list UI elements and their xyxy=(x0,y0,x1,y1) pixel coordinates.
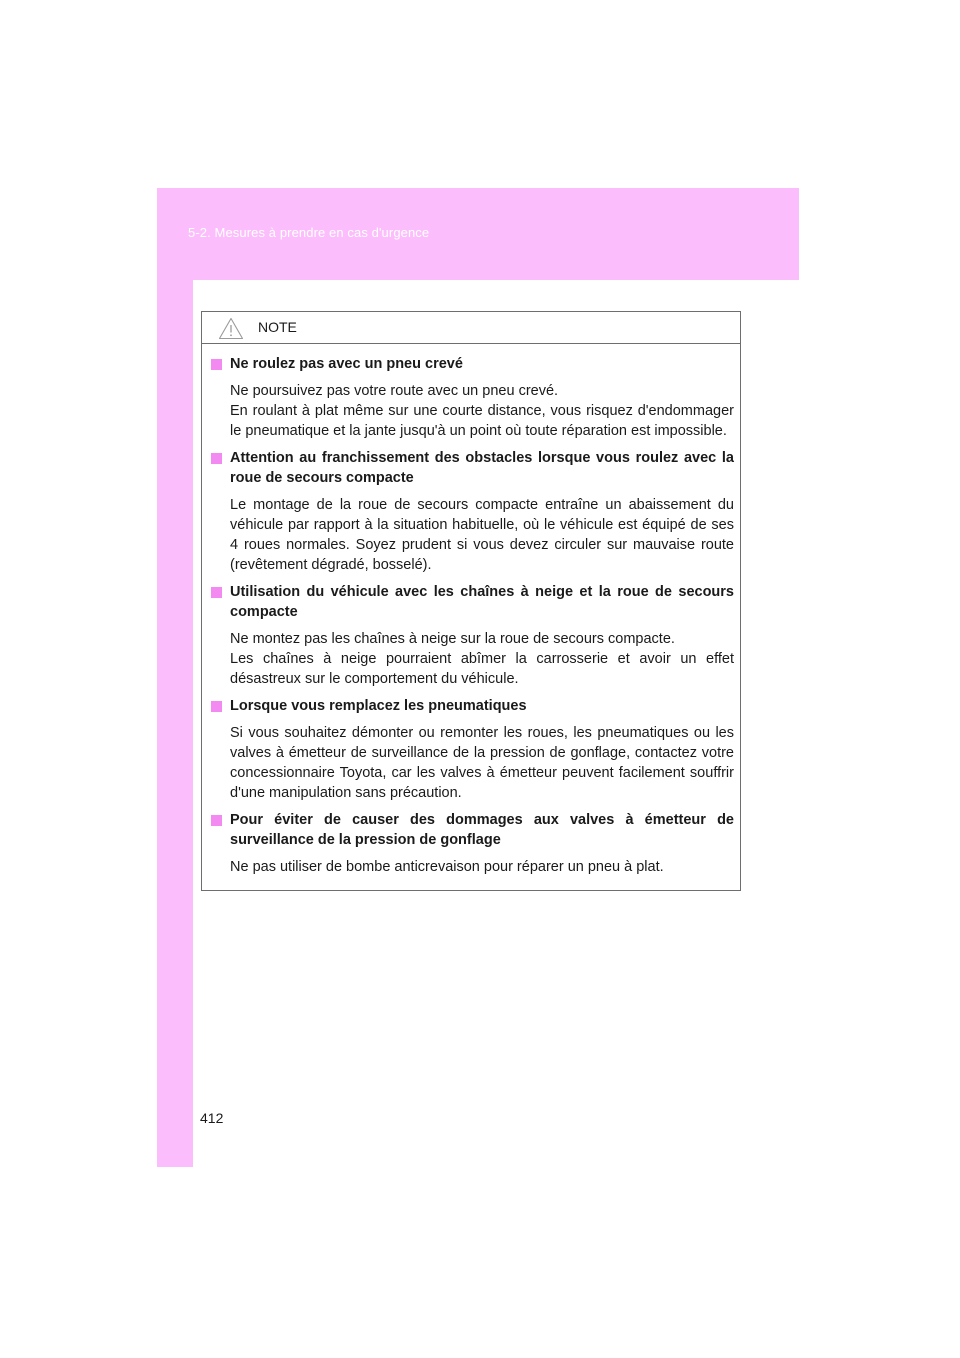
note-paragraph: Ne montez pas les chaînes à neige sur la roue de secours compacte. xyxy=(230,631,675,647)
note-item-text xyxy=(230,723,734,803)
note-item xyxy=(211,448,734,575)
warning-triangle-icon xyxy=(218,317,244,340)
square-bullet-icon xyxy=(211,359,222,370)
note-item xyxy=(211,354,734,441)
note-item-text xyxy=(230,857,734,877)
note-label: NOTE xyxy=(258,319,297,335)
square-bullet-icon xyxy=(211,453,222,464)
note-item-title xyxy=(211,354,734,374)
note-paragraph: Les chaînes à neige pourraient abîmer la carrosserie et avoir un effet désastreux sur le comportement du véhicule. xyxy=(230,651,734,687)
note-item-text xyxy=(230,381,734,441)
note-box xyxy=(201,311,741,891)
section-title: 5-2. Mesures à prendre en cas d'urgence xyxy=(188,225,430,240)
note-item-title-text: Lorsque vous remplacez les pneumatiques xyxy=(230,698,527,714)
note-item xyxy=(211,582,734,689)
side-band xyxy=(157,280,193,1167)
page-number: 412 xyxy=(200,1110,224,1126)
note-item-text xyxy=(230,629,734,689)
note-paragraph: Ne poursuivez pas votre route avec un pneu crevé. xyxy=(230,383,559,399)
note-item-title-text: Ne roulez pas avec un pneu crevé xyxy=(230,356,463,372)
note-item-title xyxy=(211,696,734,716)
note-item xyxy=(211,696,734,803)
note-paragraph: Le montage de la roue de secours compacte entraîne un abaissement du véhicule par rapport à la situation habituelle, où le véhicule est équipé de ses 4 roues normales. Soyez prudent si vous devez circuler sur mauvaise route (revêtement dégradé, bosselé). xyxy=(230,497,734,573)
note-item xyxy=(211,810,734,877)
note-item-title xyxy=(211,448,734,488)
note-item-title xyxy=(211,810,734,850)
note-item-title-text: Pour éviter de causer des dommages aux valves à émetteur de surveillance de la pression de gonflage xyxy=(230,812,734,848)
note-header xyxy=(202,312,740,344)
square-bullet-icon xyxy=(211,587,222,598)
note-item-title-text: Utilisation du véhicule avec les chaînes à neige et la roue de secours compacte xyxy=(230,584,734,620)
note-paragraph: En roulant à plat même sur une courte distance, vous risquez d'endommager le pneumatique et la jante jusqu'à un point où toute réparation est impossible. xyxy=(230,403,734,439)
note-item-text xyxy=(230,495,734,575)
square-bullet-icon xyxy=(211,815,222,826)
note-item-title-text: Attention au franchissement des obstacles lorsque vous roulez avec la roue de secours compacte xyxy=(230,450,734,486)
square-bullet-icon xyxy=(211,701,222,712)
note-body xyxy=(202,344,740,877)
note-item-title xyxy=(211,582,734,622)
note-paragraph: Ne pas utiliser de bombe anticrevaison pour réparer un pneu à plat. xyxy=(230,859,664,875)
note-paragraph: Si vous souhaitez démonter ou remonter les roues, les pneumatiques ou les valves à émetteur de surveillance de la pression de gonflage, contactez votre concessionnaire Toyota, car les valves à émetteur peuvent facilement souffrir d'une manipulation sans précaution. xyxy=(230,725,734,801)
